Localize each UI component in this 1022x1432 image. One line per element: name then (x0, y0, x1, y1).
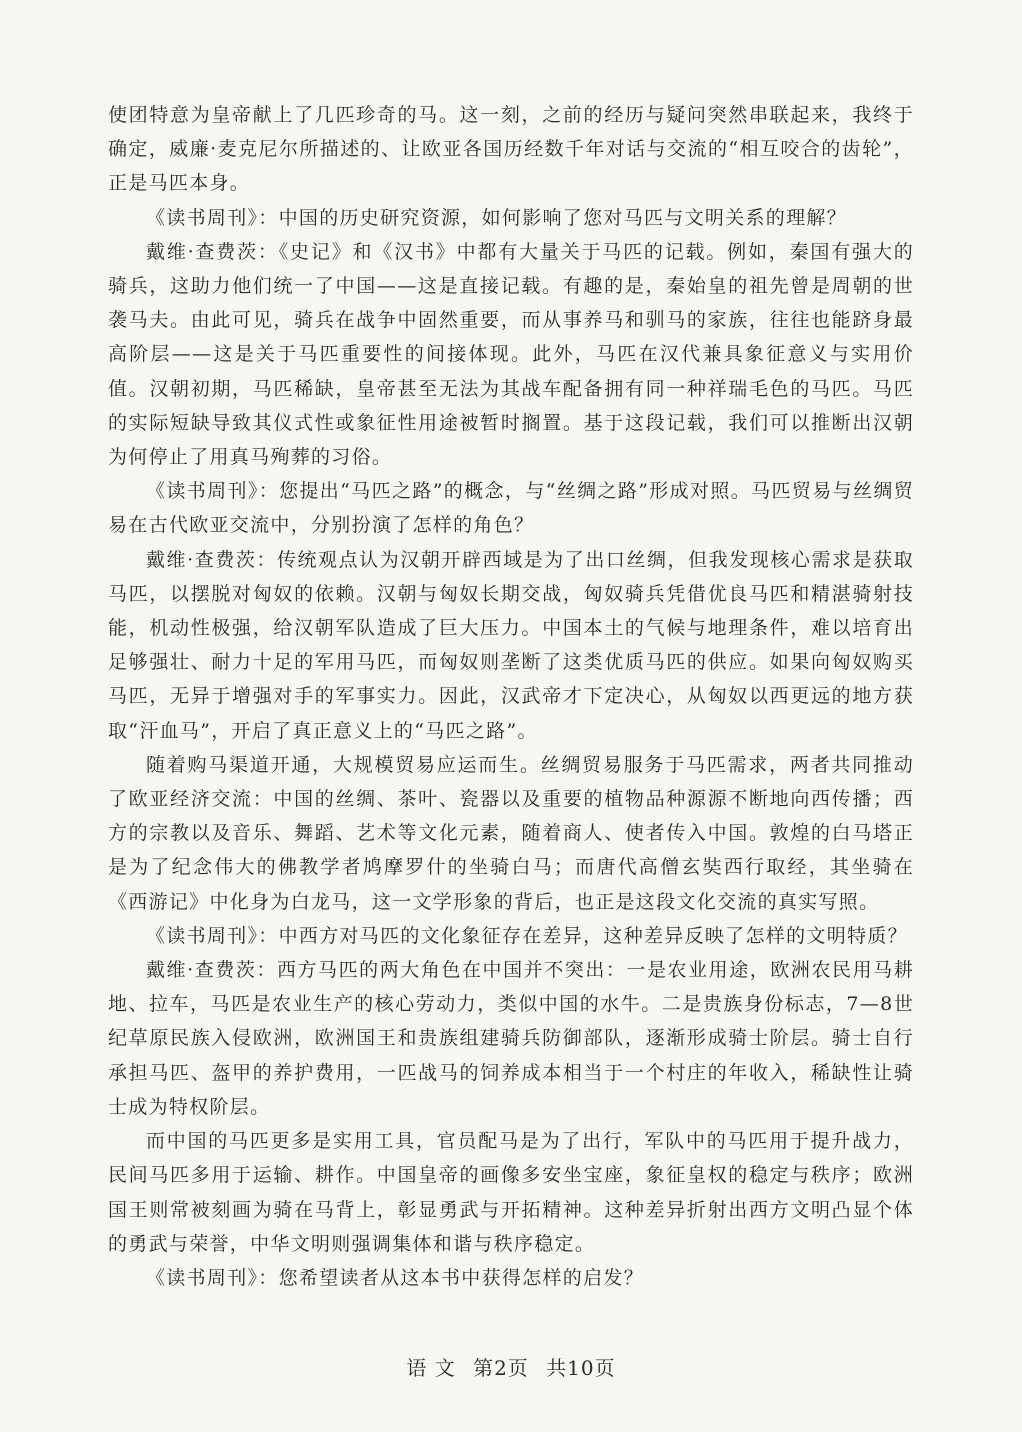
footer-page-number: 第2页 (473, 1356, 529, 1380)
paragraph-continued: 使团特意为皇帝献上了几匹珍奇的马。这一刻，之前的经历与疑问突然串联起来，我终于确定，威廉·麦克尼尔所描述的、让欧亚各国历经数千年对话与交流的“相互咬合的齿轮”，正是马匹本身。 (108, 104, 914, 195)
question-paragraph: 《读书周刊》：中国的历史研究资源，如何影响了您对马匹与文明关系的理解？ (146, 206, 848, 229)
answer-paragraph: 戴维·查费茨：《史记》和《汉书》中都有大量关于马匹的记载。例如，秦国有强大的骑兵，这助力他们统一了中国——这是直接记载。有趣的是，秦始皇的祖先曾是周朝的世袭马夫。由此可见，骑兵在战争中固然重要，而从事养马和驯马的家族，往往也能跻身最高阶层——这是关于马匹重要性的间接体现。此外，马匹在汉代兼具象征意义与实用价值。汉朝初期，马匹稀缺，皇帝甚至无法为其战车配备拥有同一种祥瑞毛色的马匹。马匹的实际短缺导致其仪式性或象征性用途被暂时搁置。基于这段记载，我们可以推断出汉朝为何停止了用真马殉葬的习俗。 (108, 240, 914, 469)
answer-paragraph: 而中国的马匹更多是实用工具，官员配马是为了出行，军队中的马匹用于提升战力，民间马匹多用于运输、耕作。中国皇帝的画像多安坐宝座，象征皇权的稳定与秩序；欧洲国王则常被刻画为骑在马背上，彰显勇武与开拓精神。这种差异折射出西方文明凸显个体的勇武与荣誉，中华文明则强调集体和谐与秩序稳定。 (108, 1130, 914, 1255)
footer-subject: 语 文 (406, 1356, 456, 1380)
page-footer (0, 1352, 1022, 1381)
answer-paragraph: 随着购马渠道开通，大规模贸易应运而生。丝绸贸易服务于马匹需求，两者共同推动了欧亚经济交流：中国的丝绸、茶叶、瓷器以及重要的植物品种源源不断地向西传播；西方的宗教以及音乐、舞蹈、艺术等文化元素，随着商人、使者传入中国。敦煌的白马塔正是为了纪念伟大的佛教学者鸠摩罗什的坐骑白马；而唐代高僧玄奘西行取经，其坐骑在《西游记》中化身为白龙马，这一文学形象的背后，也正是这段文化交流的真实写照。 (108, 753, 914, 913)
answer-paragraph: 戴维·查费茨：西方马匹的两大角色在中国并不突出：一是农业用途，欧洲农民用马耕地、拉车，马匹是农业生产的核心劳动力，类似中国的水牛。二是贵族身份标志，7—8世纪草原民族入侵欧洲，欧洲国王和贵族组建骑兵防御部队，逐渐形成骑士阶层。骑士自行承担马匹、盔甲的养护费用，一匹战马的饲养成本相当于一个村庄的年收入，稀缺性让骑士成为特权阶层。 (108, 959, 914, 1118)
article-body (108, 98, 914, 1295)
answer-paragraph: 戴维·查费茨：传统观点认为汉朝开辟西域是为了出口丝绸，但我发现核心需求是获取马匹，以摆脱对匈奴的依赖。汉朝与匈奴长期交战，匈奴骑兵凭借优良马匹和精湛骑射技能，机动性极强，给汉朝军队造成了巨大压力。中国本土的气候与地理条件，难以培育出足够强壮、耐力十足的军用马匹，而匈奴则垄断了这类优质马匹的供应。如果向匈奴购买马匹，无异于增强对手的军事实力。因此，汉武帝才下定决心，从匈奴以西更远的地方获取“汗血马”，开启了真正意义上的“马匹之路”。 (108, 548, 914, 742)
footer-total-pages: 共10页 (546, 1356, 616, 1380)
question-paragraph: 《读书周刊》：您希望读者从这本书中获得怎样的启发？ (146, 1266, 645, 1289)
question-paragraph: 《读书周刊》：您提出“马匹之路”的概念，与“丝绸之路”形成对照。马匹贸易与丝绸贸易在古代欧亚交流中，分别扮演了怎样的角色？ (108, 480, 914, 537)
question-paragraph: 《读书周刊》：中西方对马匹的文化象征存在差异，这种差异反映了怎样的文明特质？ (146, 924, 908, 947)
